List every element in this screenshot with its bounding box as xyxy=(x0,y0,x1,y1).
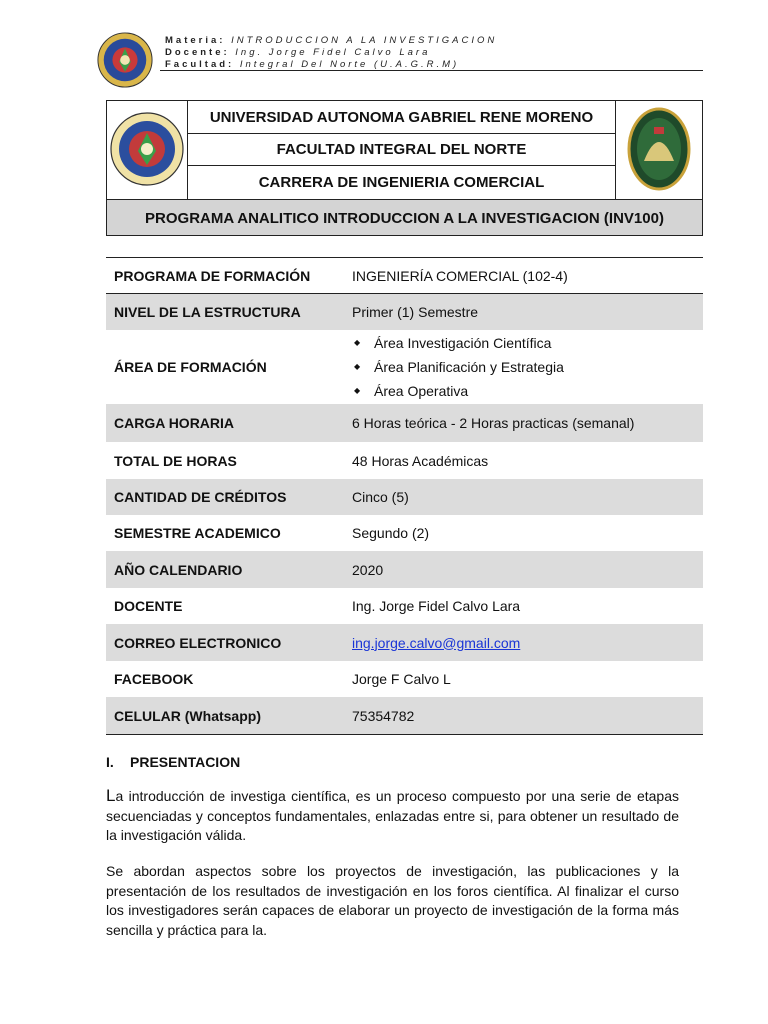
row-label: CARGA HORARIA xyxy=(114,415,235,431)
paragraph xyxy=(106,786,679,846)
row-label: CORREO ELECTRONICO xyxy=(114,634,282,651)
row-value: Primer (1) Semestre xyxy=(352,304,479,320)
university-seal-icon xyxy=(107,101,187,197)
list-item: ◆ Área Investigación Científica xyxy=(352,331,703,355)
section-title: PRESENTACION xyxy=(130,754,241,770)
row-value: 48 Horas Académicas xyxy=(352,452,489,469)
left-logo-cell xyxy=(107,101,188,199)
table-row xyxy=(106,404,703,442)
table-row xyxy=(106,551,703,588)
row-label: AÑO CALENDARIO xyxy=(114,561,243,578)
table-row xyxy=(106,588,703,624)
paragraph: Se abordan aspectos sobre los proyectos de investigación, las publicaciones y la presentación de los resultados de investigación en los foros científica. Al finalizar el curso los investigadores serán capaces de elaborar un proyecto de investigación de la forma más sencilla y práctica para la. xyxy=(106,863,679,938)
header-divider xyxy=(160,70,703,71)
university-seal-icon xyxy=(96,30,154,90)
table-row xyxy=(106,661,703,697)
faculty-shield-icon xyxy=(616,101,702,197)
row-label: CELULAR (Whatsapp) xyxy=(114,707,261,724)
row-value: 6 Horas teórica - 2 Horas practicas (semanal) xyxy=(352,415,635,431)
row-label: TOTAL DE HORAS xyxy=(114,452,237,469)
list-item: ◆ Área Operativa xyxy=(352,379,703,403)
materia-line: Materia: INTRODUCCION A LA INVESTIGACION xyxy=(165,35,498,46)
program-info-table xyxy=(106,257,703,735)
table-row xyxy=(106,330,703,404)
table-row xyxy=(106,697,703,734)
row-value: Jorge F Calvo L xyxy=(352,671,451,687)
faculty-name: FACULTAD INTEGRAL DEL NORTE xyxy=(188,134,615,166)
email-link[interactable]: ing.jorge.calvo@gmail.com xyxy=(352,634,521,651)
row-label: SEMESTRE ACADEMICO xyxy=(114,525,281,541)
career-name: CARRERA DE INGENIERIA COMERCIAL xyxy=(258,174,545,191)
row-value: Cinco (5) xyxy=(352,489,409,505)
facultad-line: Facultad: Integral Del Norte (U.A.G.R.M) xyxy=(165,59,460,70)
program-title: PROGRAMA ANALITICO INTRODUCCION A LA INVESTIGACION (INV100) xyxy=(107,199,702,235)
section-heading xyxy=(106,754,240,770)
right-logo-cell xyxy=(615,101,702,199)
table-row xyxy=(106,258,703,294)
row-value: INGENIERÍA COMERCIAL (102-4) xyxy=(352,267,568,284)
row-label: ÁREA DE FORMACIÓN xyxy=(114,359,267,375)
row-value xyxy=(352,635,703,651)
university-name: UNIVERSIDAD AUTONOMA GABRIEL RENE MORENO xyxy=(188,101,615,134)
row-value: 75354782 xyxy=(352,707,415,724)
course-header-lines xyxy=(165,35,497,71)
institution-header xyxy=(106,100,703,236)
section-number: I. xyxy=(106,754,114,770)
row-value: 2020 xyxy=(352,561,384,578)
row-label: NIVEL DE LA ESTRUCTURA xyxy=(114,304,301,320)
row-label: FACEBOOK xyxy=(114,671,194,687)
paragraph-text: a introducción de investiga científica, es un proceso compuesto por una serie de etapas secuenciadas y conceptos fundamentales, enlazadas entre si, para obtener un resultado de la investigación válida. xyxy=(106,788,679,843)
row-value xyxy=(352,331,703,403)
row-value: Ing. Jorge Fidel Calvo Lara xyxy=(352,598,521,614)
row-label: DOCENTE xyxy=(114,598,183,614)
list-item: ◆ Área Planificación y Estrategia xyxy=(352,355,703,379)
table-row xyxy=(106,624,703,661)
drop-initial: L xyxy=(106,786,116,805)
table-row xyxy=(106,442,703,479)
table-row xyxy=(106,479,703,515)
table-row xyxy=(106,294,703,330)
docente-line: Docente: Ing. Jorge Fidel Calvo Lara xyxy=(165,47,431,58)
row-label: PROGRAMA DE FORMACIÓN xyxy=(114,267,311,284)
area-list xyxy=(352,331,703,403)
table-row xyxy=(106,515,703,551)
row-value: Segundo (2) xyxy=(352,525,430,541)
row-label: CANTIDAD DE CRÉDITOS xyxy=(114,489,287,505)
